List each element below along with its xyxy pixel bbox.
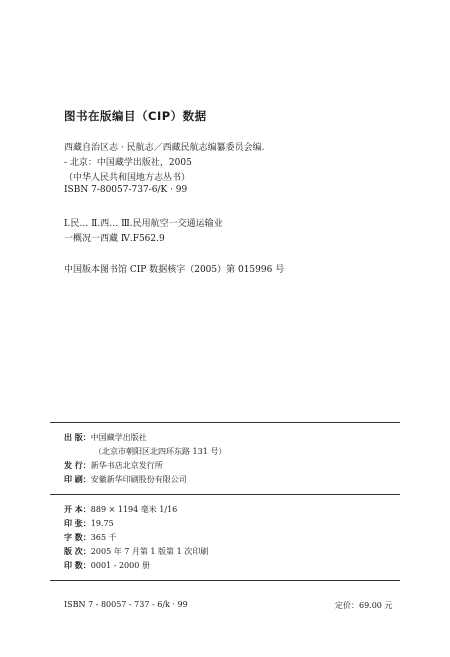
publisher-row [64, 432, 147, 443]
publisher-address: （北京市朝阳区北四环东路 131 号） [94, 447, 227, 456]
spec-label: 版 次： [64, 547, 91, 556]
spec-value: 19.75 [90, 519, 114, 528]
printer-row [64, 474, 187, 485]
distributor-label: 发 行： [64, 461, 91, 470]
cip-line-publisher: - 北京：中国藏学出版社，2005 [64, 158, 192, 168]
publisher-name: 中国藏学出版社 [90, 433, 147, 442]
cip-line-title: 西藏自治区志 · 民航志／西藏民航志编纂委员会编. [64, 143, 265, 153]
cip-record-number: 中国版本图书馆 CIP 数据核字（2005）第 015996 号 [64, 265, 285, 275]
spec-value: 0001 - 2000 册 [90, 561, 150, 570]
divider [50, 580, 400, 581]
spec-label: 印 数： [64, 561, 91, 570]
spec-row-print-run [64, 560, 150, 571]
cip-subject-line: Ⅰ.民… Ⅱ.西… Ⅲ.民用航空一交通运输业 [64, 219, 223, 229]
footer-price: 定价：69.00 元 [335, 601, 393, 610]
spec-row-edition [64, 546, 208, 557]
spec-value: 2005 年 7 月第 1 版第 1 次印刷 [90, 547, 209, 556]
cip-title: 图书在版编目（CIP）数据 [64, 109, 207, 123]
cip-subject-line: 一概况一西藏 Ⅳ.F562.9 [64, 234, 165, 244]
distributor-name: 新华书店北京发行所 [90, 461, 163, 470]
publisher-label: 出 版： [64, 433, 91, 442]
footer-isbn: ISBN 7 - 80057 - 737 - 6/k · 99 [64, 600, 188, 609]
divider [50, 422, 400, 423]
spec-label: 印 张： [64, 519, 91, 528]
spec-label: 开 本： [64, 505, 91, 514]
divider [50, 494, 400, 495]
spec-value: 365 千 [90, 533, 117, 542]
printer-name: 安徽新华印刷股份有限公司 [90, 475, 187, 484]
distributor-row [64, 460, 163, 471]
spec-label: 字 数： [64, 533, 91, 542]
spec-row-format [64, 504, 177, 515]
cip-line-isbn: ISBN 7-80057-737-6/K · 99 [64, 185, 188, 195]
spec-row-wordcount [64, 532, 117, 543]
spec-value: 889 × 1194 毫米 1/16 [90, 505, 178, 514]
spec-row-sheets [64, 518, 114, 529]
cip-line-series: （中华人民共和国地方志丛书） [64, 173, 191, 183]
printer-label: 印 刷： [64, 475, 91, 484]
